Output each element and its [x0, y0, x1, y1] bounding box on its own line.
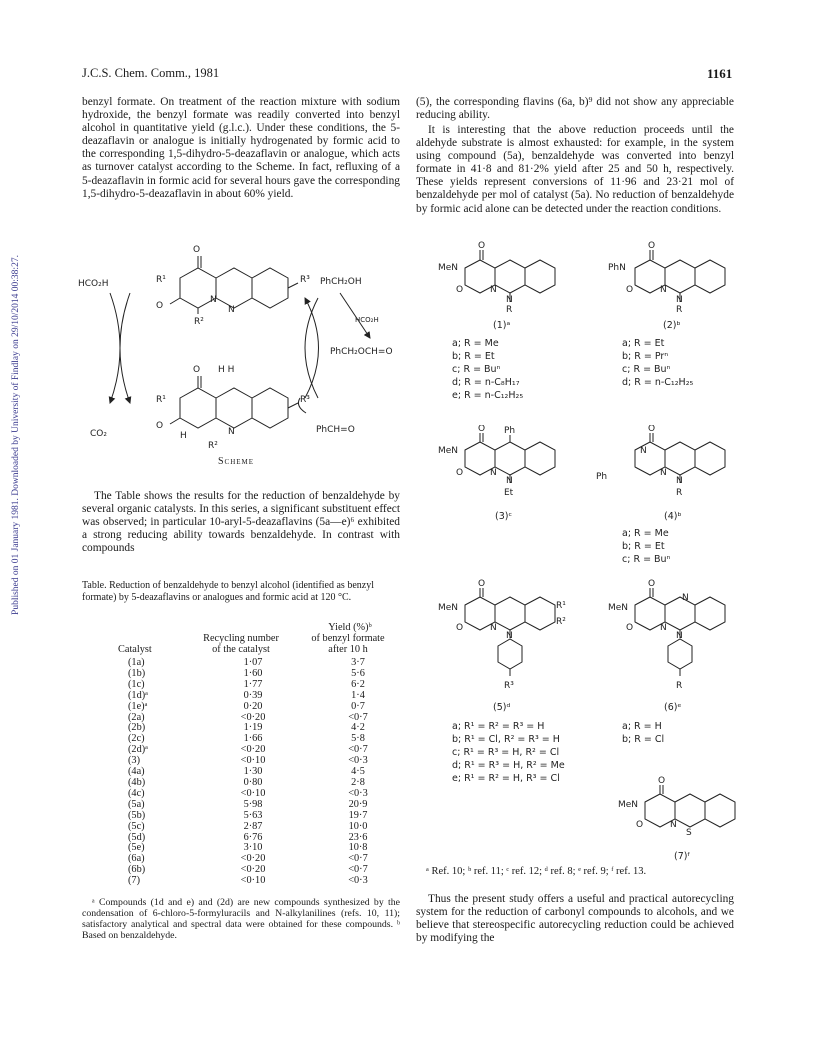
structure-references: ᵃ Ref. 10; ᵇ ref. 11; ᶜ ref. 12; ᵈ ref. 8; ᵉ ref. 9; ᶠ ref. 13.	[426, 866, 647, 877]
svg-text:O: O	[456, 623, 464, 633]
s5-men: MeN	[438, 603, 459, 613]
yield-cell: <0·3	[348, 755, 368, 767]
svg-text:N: N	[506, 295, 513, 305]
svg-text:N: N	[640, 446, 647, 456]
svg-text:O: O	[478, 425, 486, 434]
svg-text:O: O	[456, 285, 464, 295]
series-item: e; R = n-C₁₂H₂₅	[452, 390, 524, 401]
table-footnote: ᵃ Compounds (1d and e) and (2d) are new compounds synthesized by the condensation of 6-chloro-5-formyluracils and N-alkylanilines (refs. 10, 11); satisfactory analytical and spectral data were obtained for these compounds. ᵇ Based on benzaldehyde.	[82, 897, 400, 941]
recycling-cell: 1·19	[243, 722, 263, 734]
s4-label: (4)ᵇ	[664, 511, 682, 522]
scheme-o-bottom-2: O	[156, 421, 164, 431]
scheme-hco2h: HCO₂H	[78, 279, 109, 289]
col-catalyst: Catalyst	[118, 644, 152, 655]
svg-text:O: O	[636, 820, 644, 830]
col-recycling-2: of the catalyst	[212, 644, 270, 655]
s3-label: (3)ᶜ	[495, 511, 512, 522]
s1-series	[452, 337, 523, 402]
s2-phn: PhN	[608, 263, 626, 273]
svg-text:N: N	[490, 285, 497, 295]
svg-text:O: O	[456, 468, 464, 478]
table-caption: Table. Reduction of benzaldehyde to benzyl alcohol (identified as benzyl formate) by 5-deazaflavins or analogues and formic acid at 120 °C.	[82, 580, 374, 603]
svg-text:O: O	[658, 776, 666, 786]
yield-cell: <0·7	[348, 853, 368, 865]
scheme-r2-bottom: R²	[208, 441, 218, 451]
recycling-cell: 1·77	[243, 678, 263, 690]
s7-men: MeN	[618, 800, 639, 810]
recycling-cell: <0·20	[240, 853, 266, 865]
catalyst-cell: (2a)	[128, 711, 145, 723]
s4-series	[622, 527, 670, 566]
series-item: d; R = n-C₁₂H₂₅	[622, 377, 694, 388]
yield-cell: 3·7	[351, 657, 365, 668]
recycling-cell: 6·76	[243, 831, 263, 843]
col-yield-1: Yield (%)ᵇ	[328, 622, 372, 633]
scheme-hco2h-small: HCO₂H	[355, 316, 379, 324]
svg-text:N: N	[660, 623, 667, 633]
reaction-scheme	[70, 238, 415, 468]
table-row	[128, 767, 408, 778]
svg-text:N: N	[490, 468, 497, 478]
s5-r3: R³	[504, 681, 514, 691]
left-top-paragraph: benzyl formate. On treatment of the reaction mixture with sodium hydroxide, the benzyl formate was readily converted into benzyl alcohol in quantitative yield (g.l.c.). Under these conditions, the 5-deazaflavin or analogue is initially hydrogenated by formic acid to the corresponding 1,5-dihydro-5-deazaflavin or analogue, which acts as turnover catalyst according to the Scheme. In fact, refluxing of a 5-deazaflavin in formic acid for several hours gave the corresponding 1,5-dihydro-5-deazaflavin in about 60% yield.	[82, 96, 400, 200]
scheme-h-bottom: H	[180, 431, 187, 441]
scheme-n-top-2: N	[228, 305, 235, 315]
svg-text:O: O	[626, 285, 634, 295]
series-item: c; R = Buⁿ	[622, 364, 671, 375]
svg-text:O: O	[648, 579, 656, 589]
catalyst-cell: (6a)	[128, 853, 145, 865]
catalyst-cell: (1b)	[128, 667, 146, 679]
scheme-o-top-2: O	[156, 301, 164, 311]
table-row	[128, 822, 408, 833]
scheme-co2: CO₂	[90, 429, 107, 439]
yield-cell: <0·7	[348, 864, 368, 876]
series-item: b; R = Prⁿ	[622, 351, 669, 362]
series-item: d; R¹ = R³ = H, R² = Me	[452, 760, 565, 771]
recycling-cell: 3·10	[243, 842, 263, 854]
recycling-cell: <0·20	[240, 711, 266, 723]
table-row	[128, 669, 408, 680]
s3-men: MeN	[438, 446, 459, 456]
recycling-cell: 1·66	[243, 733, 263, 745]
catalyst-cell: (1e)ᵃ	[128, 700, 148, 712]
series-item: c; R¹ = R³ = H, R² = Cl	[452, 747, 560, 758]
svg-text:N: N	[676, 476, 683, 486]
recycling-cell: 1·60	[243, 667, 263, 679]
structures-3-4	[420, 425, 740, 510]
table-row	[128, 658, 408, 669]
col-recycling-1: Recycling number	[203, 633, 279, 644]
scheme-r3-bottom: R³	[300, 395, 310, 405]
series-item: a; R = Me	[622, 528, 669, 539]
catalyst-cell: (5d)	[128, 831, 146, 843]
structures-5-6	[420, 578, 740, 698]
s5-series	[452, 720, 565, 785]
yield-cell: 20·9	[348, 798, 368, 810]
catalyst-cell: (5a)	[128, 798, 145, 810]
catalyst-cell: (5b)	[128, 809, 146, 821]
yield-cell: 5·8	[351, 733, 365, 745]
series-item: a; R = Me	[452, 338, 499, 349]
catalyst-cell: (4b)	[128, 776, 146, 788]
series-item: a; R¹ = R² = R³ = H	[452, 721, 545, 732]
s4-r: R	[676, 488, 683, 498]
yield-cell: 1·4	[351, 689, 365, 701]
yield-cell: 10·0	[348, 820, 368, 832]
yield-cell: <0·7	[348, 711, 368, 723]
catalyst-cell: (5c)	[128, 820, 145, 832]
svg-text:N: N	[676, 631, 683, 641]
scheme-hh: H H	[218, 365, 235, 375]
scheme-label: Scheme	[218, 456, 255, 467]
svg-text:O: O	[478, 241, 486, 251]
svg-text:N: N	[660, 468, 667, 478]
series-item: a; R = H	[622, 721, 662, 732]
running-header: J.C.S. Chem. Comm., 1981	[82, 66, 220, 80]
catalyst-cell: (7)	[128, 875, 141, 887]
yield-cell: 0·7	[351, 700, 365, 712]
scheme-r2-top: R²	[194, 317, 204, 327]
scheme-r3-top: R³	[300, 275, 310, 285]
yield-cell: 6·2	[351, 678, 365, 690]
yield-cell: 2·8	[351, 776, 365, 788]
s2-label: (2)ᵇ	[663, 320, 681, 331]
s5-label: (5)ᵈ	[493, 702, 511, 713]
s5-r2: R²	[556, 617, 566, 627]
yield-cell: <0·7	[348, 744, 368, 756]
catalyst-cell: (1c)	[128, 678, 145, 690]
s6-label: (6)ᵉ	[664, 702, 682, 713]
series-item: c; R = Buⁿ	[452, 364, 501, 375]
catalyst-cell: (1a)	[128, 657, 145, 668]
structures-1-2	[420, 240, 740, 340]
scheme-n-top: N	[210, 295, 217, 305]
table-row	[128, 680, 408, 691]
yield-cell: <0·3	[348, 787, 368, 799]
recycling-cell: <0·10	[240, 875, 266, 887]
scheme-r1-top: R¹	[156, 275, 166, 285]
right-top-paragraph-1: (5), the corresponding flavins (6a, b)⁹ did not show any appreciable reducing ability.	[416, 96, 734, 122]
scheme-r1-bottom: R¹	[156, 395, 166, 405]
s3-ph: Ph	[504, 426, 516, 436]
recycling-cell: <0·10	[240, 787, 266, 799]
recycling-cell: 5·63	[243, 809, 263, 821]
scheme-o-bottom: O	[193, 365, 201, 375]
table-row	[128, 876, 408, 887]
svg-text:N: N	[682, 593, 689, 603]
s1-r: R	[506, 305, 513, 315]
yield-cell: 4·2	[351, 722, 365, 734]
catalyst-cell: (4a)	[128, 766, 145, 778]
table-row	[128, 713, 408, 724]
table-row	[128, 811, 408, 822]
s6-series	[622, 720, 664, 746]
catalyst-cell: (6b)	[128, 864, 146, 876]
download-watermark: Published on 01 January 1981. Downloaded by University of Findlay on 29/10/2014 00:38:27.	[11, 255, 21, 615]
recycling-cell: 0·20	[243, 700, 263, 712]
s7-s: S	[686, 828, 692, 838]
catalyst-cell: (1d)ᵃ	[128, 689, 148, 701]
recycling-cell: 1·07	[243, 657, 263, 668]
svg-text:N: N	[670, 820, 677, 830]
series-item: b; R = Cl	[622, 734, 665, 745]
s6-r: R	[676, 681, 683, 691]
s2-series	[622, 337, 693, 389]
results-table	[128, 658, 408, 887]
yield-cell: 10·8	[348, 842, 368, 854]
recycling-cell: 0·80	[243, 776, 263, 788]
series-item: a; R = Et	[622, 338, 665, 349]
col-yield-3: after 10 h	[328, 644, 368, 655]
yield-cell: <0·3	[348, 875, 368, 887]
recycling-cell: 5·98	[243, 798, 263, 810]
table-row	[128, 723, 408, 734]
s2-r: R	[676, 305, 683, 315]
scheme-phch2oh: PhCH₂OH	[320, 277, 362, 287]
scheme-phcho: PhCH=O	[316, 425, 355, 435]
recycling-cell: 2·87	[243, 820, 263, 832]
scheme-phch2ocho: PhCH₂OCH=O	[330, 347, 393, 357]
svg-text:O: O	[648, 241, 656, 251]
svg-text:N: N	[660, 285, 667, 295]
yield-cell: 23·6	[348, 831, 368, 843]
s5-r1: R¹	[556, 601, 566, 611]
catalyst-cell: (3)	[128, 755, 141, 767]
col-yield-2: of benzyl formate	[311, 633, 385, 644]
s1-label: (1)ᵃ	[493, 320, 511, 331]
series-item: b; R¹ = Cl, R² = R³ = H	[452, 734, 560, 745]
structure-7	[610, 775, 740, 850]
series-item: b; R = Et	[452, 351, 495, 362]
catalyst-cell: (2d)ᵃ	[128, 744, 148, 756]
s3-et: Et	[504, 488, 514, 498]
table-row	[128, 702, 408, 713]
left-mid-paragraph: The Table shows the results for the reduction of benzaldehyde by several organic catalysts. In this series, a significant substituent effect was observed; in particular 10-aryl-5-deazaflavins (5a—e)⁶ exhibited a strong reducing ability towards benzaldehyde. In contrast with compounds	[82, 490, 400, 555]
catalyst-cell: (4c)	[128, 787, 145, 799]
scheme-n-bottom: N	[228, 427, 235, 437]
catalyst-cell: (2c)	[128, 733, 145, 745]
series-item: c; R = Buⁿ	[622, 554, 671, 565]
svg-text:N: N	[676, 295, 683, 305]
scheme-o-top: O	[193, 245, 201, 255]
svg-text:O: O	[478, 579, 486, 589]
yield-cell: 4·5	[351, 766, 365, 778]
recycling-cell: 0·39	[243, 689, 263, 701]
svg-text:N: N	[506, 476, 513, 486]
recycling-cell: <0·20	[240, 864, 266, 876]
table-row	[128, 691, 408, 702]
recycling-cell: <0·10	[240, 755, 266, 767]
catalyst-cell: (5e)	[128, 842, 145, 854]
svg-text:O: O	[648, 425, 656, 434]
s6-men: MeN	[608, 603, 629, 613]
right-bottom-paragraph: Thus the present study offers a useful and practical autorecycling system for the reduction of carbonyl compounds to alcohols, and we believe that stereospecific autorecycling reduction could be achieved by modifying the	[416, 893, 734, 945]
page-number: 1161	[707, 66, 733, 81]
recycling-cell: 1·30	[243, 766, 263, 778]
series-item: e; R¹ = R² = H, R³ = Cl	[452, 773, 560, 784]
s1-men: MeN	[438, 263, 459, 273]
svg-text:N: N	[490, 623, 497, 633]
series-item: d; R = n-C₈H₁₇	[452, 377, 520, 388]
svg-text:N: N	[506, 631, 513, 641]
catalyst-cell: (2b)	[128, 722, 146, 734]
yield-cell: 19·7	[348, 809, 368, 821]
right-top-paragraph-2: It is interesting that the above reduction proceeds until the aldehyde substrate is almost exhausted: for example, in the system using compound (5a), benzaldehyde was converted into benzyl formate in 41·8 and 81·2% yield after 25 and 50 h, respectively. These yields represent conversions of 11·96 and 23·21 mol of benzaldehyde per mol of catalyst (5a). No reduction of benzaldehyde by formic acid alone can be detected under the reaction conditions.	[416, 124, 734, 215]
yield-cell: 5·6	[351, 667, 365, 679]
s7-label: (7)ᶠ	[674, 851, 691, 862]
series-item: b; R = Et	[622, 541, 665, 552]
table-row	[128, 756, 408, 767]
s4-ph: Ph	[596, 472, 608, 482]
svg-text:O: O	[626, 623, 634, 633]
recycling-cell: <0·20	[240, 744, 266, 756]
